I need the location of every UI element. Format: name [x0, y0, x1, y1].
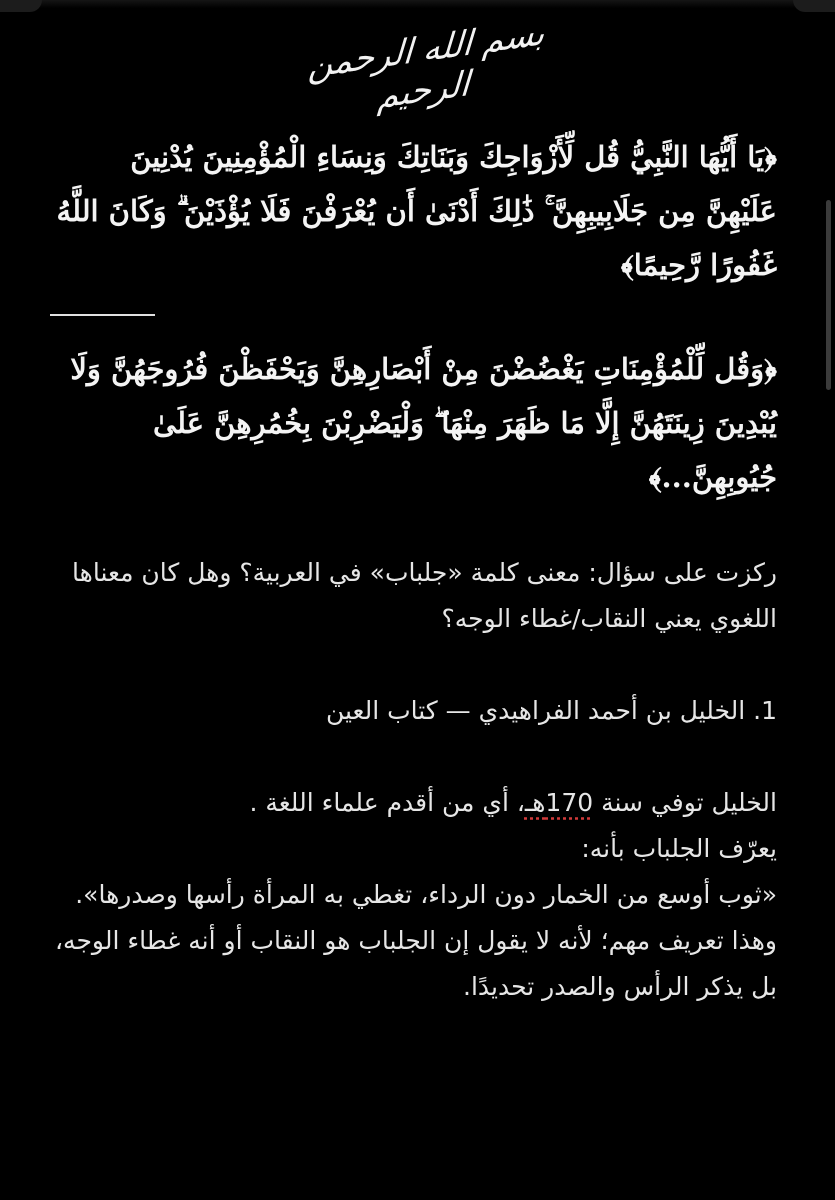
- top-left-corner: [0, 0, 42, 12]
- spacer: [50, 504, 777, 550]
- separator-line: [50, 314, 155, 316]
- scrollbar-thumb[interactable]: [826, 200, 831, 390]
- top-right-corner: [793, 0, 835, 12]
- verse-ahzab: ﴿يَا أَيُّهَا النَّبِيُّ قُل لِّأَزْوَاجِكَ وَبَنَاتِكَ وَنِسَاءِ الْمُؤْمِنِينَ يُدْنِينَ عَلَيْهِنَّ مِن جَلَابِيبِهِنَّ ۚ ذَٰلِكَ أَدْنَىٰ أَن يُعْرَفْنَ فَلَا يُؤْذَيْنَ ۗ وَكَانَ اللَّهُ غَفُورًا رَّحِيمًا﴾: [56, 140, 777, 282]
- top-edge: [0, 0, 835, 8]
- defines-line: يعرّف الجلباب بأنه:: [581, 834, 777, 863]
- spacer: [50, 642, 777, 688]
- section-heading: 1. الخليل بن أحمد الفراهيدي — كتاب العين: [325, 696, 777, 725]
- verse-separator: [50, 292, 777, 342]
- verse-nur: ﴿وَقُل لِّلْمُؤْمِنَاتِ يَغْضُضْنَ مِنْ أَبْصَارِهِنَّ وَيَحْفَظْنَ فُرُوجَهُنَّ وَلَا يُبْدِينَ زِينَتَهُنَّ إِلَّا مَا ظَهَرَ مِنْهَا ۖ وَلْيَضْرِبْنَ بِخُمُرِهِنَّ عَلَىٰ جُيُوبِهِنَّ...﴾: [70, 352, 777, 494]
- death-suffix: ، أي من أقدم علماء اللغة .: [249, 788, 525, 817]
- spacer: [50, 734, 777, 780]
- basmala-text: بسم الله الرحمن الرحيم: [306, 12, 546, 118]
- death-date-line: [50, 780, 777, 826]
- question-paragraph: ركزت على سؤال: معنى كلمة «جلباب» في العربية؟ وهل كان معناها اللغوي يعني النقاب/غطاء الوجه؟: [72, 558, 777, 633]
- note-paragraph: وهذا تعريف مهم؛ لأنه لا يقول إن الجلباب هو النقاب أو أنه غطاء الوجه، بل يذكر الرأس والصدر تحديدًا.: [54, 926, 777, 1001]
- death-prefix: الخليل توفي سنة: [593, 788, 777, 817]
- death-year: 170هـ: [524, 788, 594, 817]
- article-content: [50, 130, 777, 1010]
- definition-quote: «ثوب أوسع من الخمار دون الرداء، تغطي به المرأة رأسها وصدرها».: [75, 880, 777, 909]
- basmala-calligraphy: [290, 8, 560, 118]
